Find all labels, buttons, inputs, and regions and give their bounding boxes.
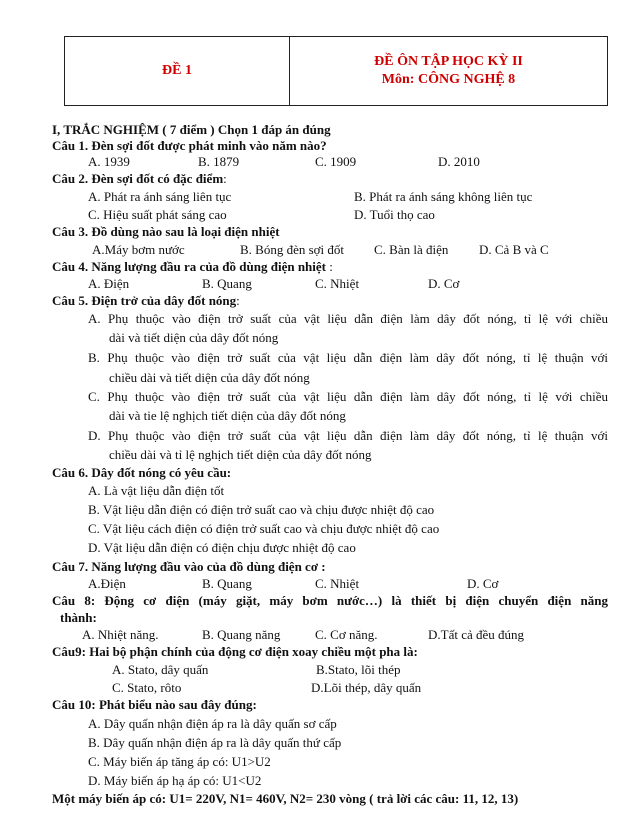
section-title: I, TRẮC NGHIỆM ( 7 điểm ) Chọn 1 đáp án đúng xyxy=(52,122,331,137)
q5-option-d-cont: chiều dài và tỉ lệ nghịch tiết diện của dây đốt nóng xyxy=(109,447,372,462)
question-1: Câu 1. Đèn sợi đốt được phát minh vào năm nào? xyxy=(52,138,327,153)
q5-option-b: B. Phụ thuộc vào điện trở suất của vật liệu dẫn điện làm dây đốt nóng, tỉ lệ thuận với xyxy=(88,350,608,365)
q8-option-b: B. Quang năng xyxy=(202,627,281,642)
q10-option-a: A. Dây quấn nhận điện áp ra là dây quấn sơ cấp xyxy=(88,716,337,731)
q8-option-d: D.Tất cả đều đúng xyxy=(428,627,525,642)
question-4: Câu 4. Năng lượng đầu ra của đồ dùng điện nhiệt : xyxy=(52,259,333,274)
q3-option-b: B. Bóng đèn sợi đốt xyxy=(240,242,345,257)
q3-option-a: A.Máy bơm nước xyxy=(92,242,185,257)
q10-option-d: D. Máy biến áp hạ áp có: U1<U2 xyxy=(88,773,262,788)
q3-option-d: D. Cả B và C xyxy=(479,242,549,257)
q6-option-c: C. Vật liệu cách điện có điện trở suất cao và chịu được nhiệt độ cao xyxy=(88,521,440,536)
q5-option-a-cont: dài và tiết diện của dây đốt nóng xyxy=(109,330,279,345)
q8-option-a: A. Nhiệt năng. xyxy=(82,627,159,642)
q5-option-d: D. Phụ thuộc vào điện trở suất của vật liệu dẫn điện làm dây đốt nóng, tỉ lệ thuận với xyxy=(88,428,608,443)
q6-option-d: D. Vật liệu dẫn điện có điện chịu được nhiệt độ cao xyxy=(88,540,356,555)
q5-option-c-cont: dài và tie lệ nghịch tiết diện của dây đốt nóng xyxy=(109,408,346,423)
q5-option-b-cont: chiều dài và tiết diện của dây đốt nóng xyxy=(109,370,310,385)
question-5: Câu 5. Điện trở của dây đốt nóng: xyxy=(52,293,240,308)
question-9: Câu9: Hai bộ phận chính của động cơ điện xoay chiều một pha là: xyxy=(52,644,418,659)
q7-option-d: D. Cơ xyxy=(467,576,499,591)
q3-option-c: C. Bàn là điện xyxy=(374,242,449,257)
exam-number: ĐỀ 1 xyxy=(162,63,192,78)
q7-option-c: C. Nhiệt xyxy=(315,576,360,591)
q4-option-b: B. Quang xyxy=(202,276,252,291)
q6-option-b: B. Vật liệu dẫn điện có điện trở suất cao và chịu được nhiệt độ cao xyxy=(88,502,435,517)
question-2: Câu 2. Đèn sợi đốt có đặc điểm: xyxy=(52,171,227,186)
question-7: Câu 7. Năng lượng đầu vào của đồ dùng điện cơ : xyxy=(52,559,326,574)
question-8-cont: thành: xyxy=(60,610,97,625)
question-3: Câu 3. Đồ dùng nào sau là loại điện nhiệt xyxy=(52,224,280,239)
q10-option-b: B. Dây quấn nhận điện áp ra là dây quấn thứ cấp xyxy=(88,735,342,750)
q9-option-b: B.Stato, lõi thép xyxy=(316,662,401,677)
q2-option-a: A. Phát ra ánh sáng liên tục xyxy=(88,189,232,204)
question-6: Câu 6. Dây đốt nóng có yêu cầu: xyxy=(52,465,232,480)
exam-subject: Môn: CÔNG NGHỆ 8 xyxy=(381,72,516,87)
q5-option-a: A. Phụ thuộc vào điện trở suất của vật liệu dẫn điện làm dây đốt nóng, tỉ lệ với chiều xyxy=(88,311,608,326)
q1-option-c: C. 1909 xyxy=(315,154,357,169)
q2-option-c: C. Hiệu suất phát sáng cao xyxy=(88,207,227,222)
question-10: Câu 10: Phát biểu nào sau đây đúng: xyxy=(52,697,257,712)
q2-option-d: D. Tuổi thọ cao xyxy=(354,207,435,222)
q9-option-c: C. Stato, rôto xyxy=(112,680,182,695)
q4-option-c: C. Nhiệt xyxy=(315,276,360,291)
exam-title: ĐỀ ÔN TẬP HỌC KỲ II xyxy=(374,54,523,69)
q4-option-a: A. Điện xyxy=(88,276,130,291)
q8-option-c: C. Cơ năng. xyxy=(315,627,378,642)
q7-option-a: A.Điện xyxy=(88,576,126,591)
q10-option-c: C. Máy biến áp tăng áp có: U1>U2 xyxy=(88,754,271,769)
header-right-cell xyxy=(290,37,607,105)
q1-option-a: A. 1939 xyxy=(88,154,130,169)
q9-option-d: D.Lõi thép, dây quấn xyxy=(311,680,422,695)
transformer-problem-statement: Một máy biến áp có: U1= 220V, N1= 460V, N2= 230 vòng ( trả lời các câu: 11, 12, 13) xyxy=(52,791,519,806)
q4-option-d: D. Cơ xyxy=(428,276,460,291)
q6-option-a: A. Là vật liệu dẫn điện tốt xyxy=(88,483,225,498)
q9-option-a: A. Stato, dây quấn xyxy=(112,662,209,677)
q2-option-b: B. Phát ra ánh sáng không liên tục xyxy=(354,189,533,204)
header-table xyxy=(64,36,608,106)
question-8: Câu 8: Động cơ điện (máy giặt, máy bơm nước…) là thiết bị điện chuyển điện năng xyxy=(52,593,608,608)
q1-option-b: B. 1879 xyxy=(198,154,240,169)
q1-option-d: D. 2010 xyxy=(438,154,480,169)
q5-option-c: C. Phụ thuộc vào điện trở suất của vật liệu dẫn điện làm dây đốt nóng, tỉ lệ với chiều xyxy=(88,389,608,404)
q7-option-b: B. Quang xyxy=(202,576,252,591)
header-left-cell xyxy=(65,37,290,105)
